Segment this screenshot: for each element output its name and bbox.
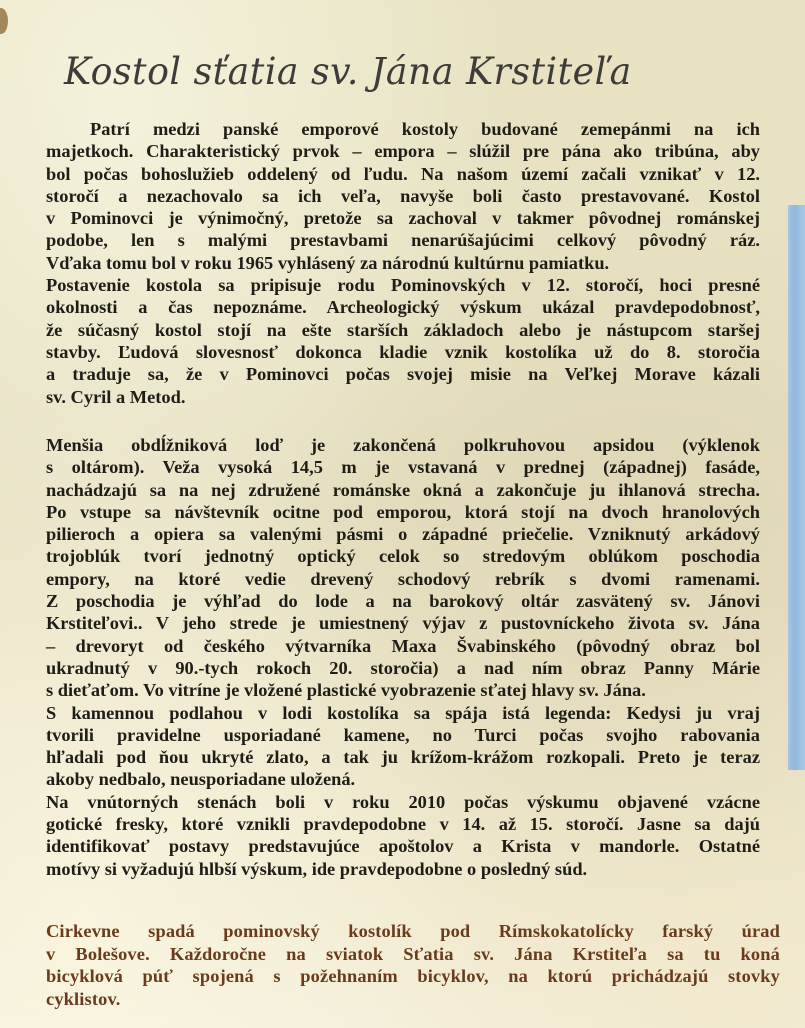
text-line: v Bolešove. Každoročne na sviatok Sťatia sv. Jána Krstiteľa sa tu koná — [46, 943, 780, 964]
text-line: motívy si vyžadujú hlbší výskum, ide pravdepodobne o posledný súd. — [46, 858, 588, 879]
text-line: Z poschodia je výhľad do lode a na barokový oltár zasvätený sv. Jánovi — [46, 591, 760, 612]
text-line: stavby. Ľudová slovesnosť dokonca kladie vznik kostolíka už do 8. storočia — [46, 341, 760, 362]
text-line: bicyklová púť spojená s požehnaním bicyklov, na ktorú prichádzajú stovky — [46, 966, 780, 987]
text-line: ukradnutý v 90.-tych rokoch 20. storočia) a nad ním obraz Panny Márie — [46, 657, 760, 678]
text-line: Patrí medzi panské emporové kostoly budované zemepánmi na ich — [90, 119, 760, 139]
text-line: nachádzajú sa na nej združené románske okná a zakončuje ju ihlanová strecha. — [46, 479, 760, 500]
text-line: gotické fresky, ktoré vznikli pravdepodobne v 14. až 15. storočí. Jasne sa dajú — [46, 814, 760, 835]
background-blue-edge — [788, 205, 805, 770]
text-line: empory, na ktoré vedie drevený schodový rebrík s dvomi ramenami. — [46, 568, 760, 589]
text-line: Postavenie kostola sa pripisuje rodu Pominovských v 12. storočí, hoci presné — [46, 275, 760, 296]
text-line: akoby nedbalo, neusporiadane uložená. — [46, 769, 356, 790]
text-line: trojoblúk tvorí jednotný optický celok so stredovým oblúkom poschodia — [46, 546, 760, 567]
text-line: Na vnútorných stenách boli v roku 2010 počas výskumu objavené vzácne — [46, 791, 760, 812]
text-line: identifikovať postavy predstavujúce apoštolov a Krista v mandorle. Ostatné — [46, 836, 760, 857]
paragraph-history — [46, 118, 760, 408]
text-line: Cirkevne spadá pominovský kostolík pod Rímskokatolícky farský úrad — [46, 921, 780, 941]
text-line: tvorili pravidelne usporiadané kamene, no Turci počas svojho rabovania — [46, 724, 760, 745]
text-line: – drevoryt od českého výtvarníka Maxa Švabinského (pôvodný obraz bol — [46, 635, 760, 656]
text-line: Krstiteľovi.. V jeho strede je umiestnený výjav z pustovníckeho života sv. Jána — [46, 613, 760, 634]
sign-title: Kostol sťatia sv. Jána Krstiteľa — [64, 50, 632, 93]
paragraph-pilgrimage — [46, 920, 780, 1010]
text-line: s dieťaťom. Vo vitríne je vložené plastické vyobrazenie sťatej hlavy sv. Jána. — [46, 680, 646, 701]
text-line: Vďaka tomu bol v roku 1965 vyhlásený za národnú kultúrnu pamiatku. — [46, 252, 610, 273]
text-line: hľadali pod ňou ukryté zlato, a tak ju krížom-krážom rozkopali. Preto je teraz — [46, 747, 760, 768]
text-line: Po vstupe sa návštevník ocitne pod emporou, ktorá stojí na dvoch hranolových — [46, 501, 760, 522]
text-line: pilieroch a opiera sa valenými pásmi o západné priečelie. Vzniknutý arkádový — [46, 524, 760, 545]
text-line: Menšia obdĺžniková loď je zakončená polkruhovou apsidou (výklenok — [46, 435, 760, 455]
paragraph-architecture — [46, 434, 760, 880]
text-line: cyklistov. — [46, 988, 121, 1009]
text-line: bol počas bohoslužieb oddelený od ľudu. Na našom území začali vznikať v 12. — [46, 163, 760, 184]
text-line: sv. Cyril a Metod. — [46, 386, 186, 407]
text-line: v Pominovci je výnimočný, pretože sa zachoval v takmer pôvodnej románskej — [46, 208, 760, 229]
text-line: S kamennou podlahou v lodi kostolíka sa spája istá legenda: Kedysi ju vraj — [46, 702, 760, 723]
text-line: majetkoch. Charakteristický prvok – empora – slúžil pre pána ako tribúna, aby — [46, 141, 760, 162]
text-line: storočí a nezachovalo sa ich veľa, navyše boli často prestavované. Kostol — [46, 185, 760, 206]
text-line: okolnosti a čas nepoznáme. Archeologický výskum ukázal pravdepodobnosť, — [46, 297, 760, 318]
text-line: že súčasný kostol stojí na ešte starších základoch alebo je nástupcom staršej — [46, 319, 760, 340]
text-line: s oltárom). Veža vysoká 14,5 m je vstavaná v prednej (západnej) fasáde, — [46, 457, 760, 478]
text-line: a traduje sa, že v Pominovci počas svojej misie na Veľkej Morave kázali — [46, 364, 760, 385]
stain-mark — [0, 8, 8, 34]
text-line: podobe, len s malými prestavbami nenarúšajúcimi celkový pôvodný ráz. — [46, 230, 760, 251]
